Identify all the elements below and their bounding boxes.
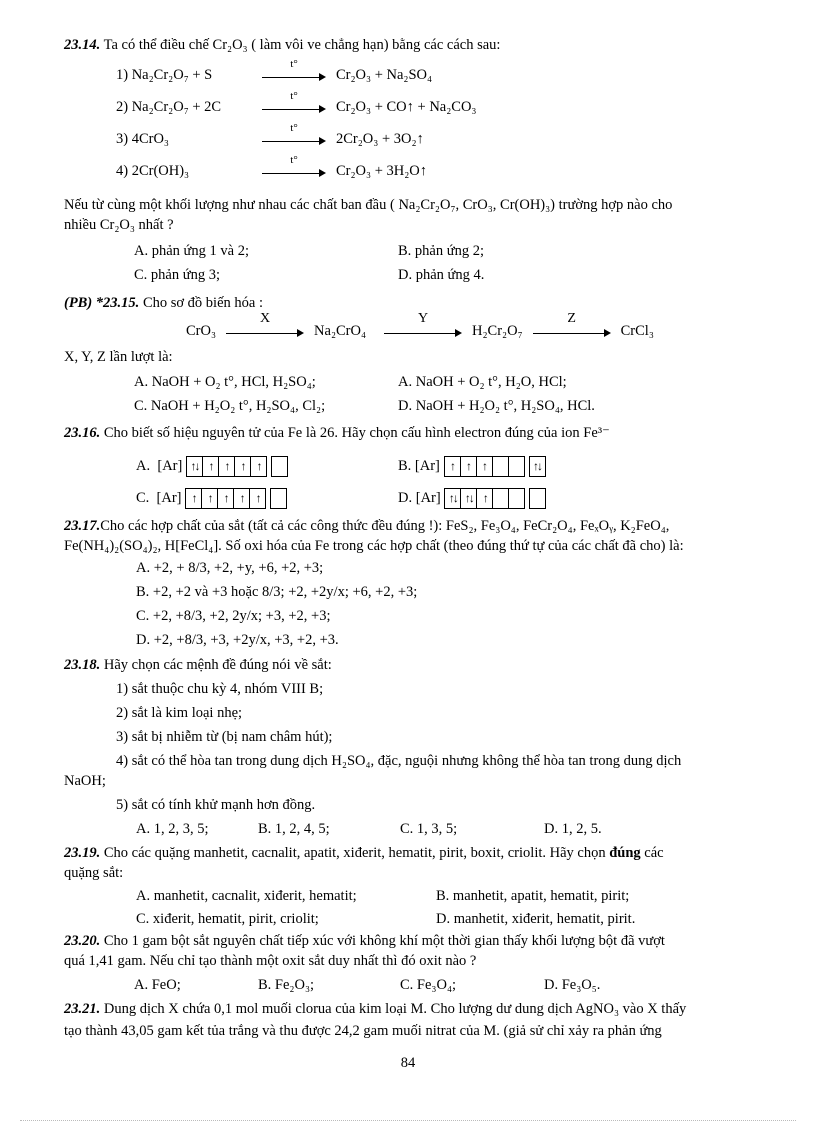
core-notation: [Ar] (415, 490, 441, 506)
config-option-a (136, 454, 288, 478)
reaction-right: Cr₂O₃ + 3H₂O↑ (336, 163, 428, 179)
question-text: Dung dịch X chứa 0,1 mol muối clorua của kim loại M. Cho lượng dư dung dịch AgNO₃ vào X thấy (103, 1001, 687, 1017)
option-b: B. +2, +2 và +3 hoặc 8/3; +2, +2y/x; +6, +2, +3; (136, 584, 418, 600)
config-option-b (398, 454, 546, 478)
question-text: Ta có thể điều chế Cr₂O₃ ( làm vôi ve chẳng hạn) bằng các cách sau: (103, 37, 501, 53)
s-orbital-box (270, 488, 287, 509)
conversion-scheme (186, 310, 654, 341)
option-d: D. phản ứng 4. (398, 267, 485, 283)
option-d: D. 1, 2, 5. (544, 821, 602, 837)
statement-5: 5) sắt có tính khử mạnh hơn đồng. (116, 797, 316, 813)
reaction-right: Cr₂O₃ + Na₂SO₄ (336, 67, 433, 83)
statement-1: 1) sắt thuộc chu kỳ 4, nhóm VIII B; (116, 681, 324, 697)
q23-18-intro (64, 656, 332, 674)
option-c: C. 1, 3, 5; (400, 821, 458, 837)
page-bottom-divider (20, 1120, 796, 1121)
d-orbital-boxes: ↑ ↑ ↑ ↑ ↑ (185, 488, 266, 509)
option-a: A. phản ứng 1 và 2; (134, 243, 249, 259)
question-text: Cho các quặng manhetit, cacnalit, apatit, xiđerit, hematit, pirit, boxit, criolit. Hãy chọn (103, 845, 606, 861)
option-a: A. NaOH + O₂ t°, HCl, H₂SO₄; (134, 374, 316, 390)
s-orbital-box: ↑↓ (529, 456, 546, 477)
q23-19-line2: quặng sắt: (64, 865, 124, 881)
question-text: Cho sơ đồ biến hóa : (142, 295, 263, 311)
heat-arrow: t° (262, 163, 326, 181)
option-d: D. NaOH + H₂O₂ t°, H₂SO₄, HCl. (398, 398, 595, 414)
q23-14-question: Nếu từ cùng một khối lượng như nhau các chất ban đầu ( Na₂Cr₂O₇, CrO₃, Cr(OH)₃) trường hợp nào cho (64, 197, 673, 213)
d-orbital-boxes: ↑↓ ↑↓ ↑ (444, 488, 525, 509)
option-a: A. FeO; (134, 977, 181, 993)
core-notation: [Ar] (156, 490, 182, 506)
option-d: D. +2, +8/3, +3, +2y/x, +3, +2, +3. (136, 632, 339, 648)
q23-14-question-cont: nhiều Cr₂O₃ nhất ? (64, 217, 174, 233)
option-c: C. NaOH + H₂O₂ t°, H₂SO₄, Cl₂; (134, 398, 326, 414)
question-number: (PB) *23.15. (64, 295, 140, 311)
q23-15-intro (64, 294, 263, 312)
reaction-left: 2) Na₂Cr₂O₇ + 2C (116, 99, 222, 115)
s-orbital-box (529, 488, 546, 509)
question-number: 23.16. (64, 425, 101, 441)
heat-arrow: t° (262, 131, 326, 149)
option-label: A. (136, 458, 151, 474)
option-b: B. 1, 2, 4, 5; (258, 821, 330, 837)
statement-4-cont: NaOH; (64, 773, 106, 789)
option-c: C. xiđerit, hematit, pirit, criolit; (136, 911, 319, 927)
q23-14-intro (64, 36, 500, 54)
option-label: D. (398, 490, 413, 506)
q23-15-question: X, Y, Z lần lượt là: (64, 349, 173, 365)
question-number: 23.21. (64, 1001, 101, 1017)
heat-arrow: t° (262, 67, 326, 85)
option-c: C. phản ứng 3; (134, 267, 220, 283)
reaction-left: 4) 2Cr(OH)₃ (116, 163, 190, 179)
q23-21-line1 (64, 1000, 686, 1018)
question-number: 23.17. (64, 518, 101, 534)
reaction-1 (116, 57, 433, 85)
option-d: D. manhetit, xiđerit, hematit, pirit. (436, 911, 636, 927)
reaction-2 (116, 89, 477, 117)
reaction-left: 1) Na₂Cr₂O₇ + S (116, 67, 213, 83)
question-number: 23.20. (64, 933, 101, 949)
option-c: C. +2, +8/3, +2, 2y/x; +3, +2, +3; (136, 608, 331, 624)
question-number: 23.14. (64, 37, 101, 53)
reaction-right: 2Cr₂O₃ + 3O₂↑ (336, 131, 424, 147)
option-a: A. +2, + 8/3, +2, +y, +6, +2, +3; (136, 560, 324, 576)
compound-1: CrO₃ (186, 323, 217, 339)
arrow-y: Y (384, 323, 462, 341)
statement-4: 4) sắt có thể hòa tan trong dung dịch H₂SO₄, đặc, nguội nhưng không thể hòa tan trong dung dịch (116, 753, 682, 769)
reaction-4 (116, 153, 428, 181)
q23-20-line1 (64, 932, 665, 950)
q23-17-line1 (64, 517, 669, 535)
q23-21-line2: tạo thành 43,05 gam kết tủa trắng và thu được 24,2 gam muối nitrat của M. (giả sử chỉ xảy ra phản ứng (64, 1023, 662, 1039)
option-label: B. (398, 458, 412, 474)
d-orbital-boxes: ↑↓ ↑ ↑ ↑ ↑ (186, 456, 267, 477)
reaction-3 (116, 121, 424, 149)
core-notation: [Ar] (414, 458, 440, 474)
statement-2: 2) sắt là kim loại nhẹ; (116, 705, 243, 721)
option-b: B. manhetit, apatit, hematit, pirit; (436, 888, 630, 904)
config-option-d (398, 486, 546, 510)
option-d: D. Fe₃O₅. (544, 977, 601, 993)
question-text: Cho các hợp chất của sắt (tất cả các công thức đều đúng !): FeS₂, Fe₃O₄, FeCr₂O₄, FeₓOᵧ, K₂FeO₄, (100, 518, 670, 534)
q23-16-text (64, 424, 610, 442)
option-label: C. (136, 490, 150, 506)
arrow-z: Z (533, 323, 611, 341)
core-notation: [Ar] (157, 458, 183, 474)
option-b: B. phản ứng 2; (398, 243, 484, 259)
question-number: 23.18. (64, 657, 101, 673)
s-orbital-box (271, 456, 288, 477)
question-text: Hãy chọn các mệnh đề đúng nói về sắt: (103, 657, 332, 673)
option-b: B. Fe₂O₃; (258, 977, 315, 993)
emphasis: đúng (609, 845, 641, 861)
option-c: C. Fe₃O₄; (400, 977, 457, 993)
heat-arrow: t° (262, 99, 326, 117)
config-option-c (136, 486, 287, 510)
option-a2: A. NaOH + O₂ t°, H₂O, HCl; (398, 374, 567, 390)
page-number: 84 (400, 1055, 416, 1071)
statement-3: 3) sắt bị nhiễm từ (bị nam châm hút); (116, 729, 333, 745)
q23-19-line1 (64, 844, 664, 862)
compound-2: Na₂CrO₄ (314, 323, 367, 339)
question-text: Cho 1 gam bột sắt nguyên chất tiếp xúc với không khí một thời gian thấy khối lượng bột đã vượt (103, 933, 665, 949)
option-a: A. manhetit, cacnalit, xiđerit, hematit; (136, 888, 357, 904)
q23-17-line2: Fe(NH₄)₂(SO₄)₂, H[FeCl₄]. Số oxi hóa của Fe trong các hợp chất (theo đúng thứ tự của các chất đã cho) là: (64, 538, 684, 554)
q23-20-line2: quá 1,41 gam. Nếu chỉ tạo thành một oxit sắt duy nhất thì đó oxit nào ? (64, 953, 477, 969)
question-text-end: các (644, 845, 664, 861)
compound-3: H₂Cr₂O₇ (472, 323, 523, 339)
question-number: 23.19. (64, 845, 101, 861)
reaction-left: 3) 4CrO₃ (116, 131, 169, 147)
reaction-right: Cr₂O₃ + CO↑ + Na₂CO₃ (336, 99, 477, 115)
question-text: Cho biết số hiệu nguyên tử của Fe là 26. Hãy chọn cấu hình electron đúng của ion Fe³⁻ (103, 425, 610, 441)
compound-4: CrCl₃ (620, 323, 654, 339)
option-a: A. 1, 2, 3, 5; (136, 821, 209, 837)
d-orbital-boxes: ↑ ↑ ↑ (444, 456, 525, 477)
arrow-x: X (226, 323, 304, 341)
